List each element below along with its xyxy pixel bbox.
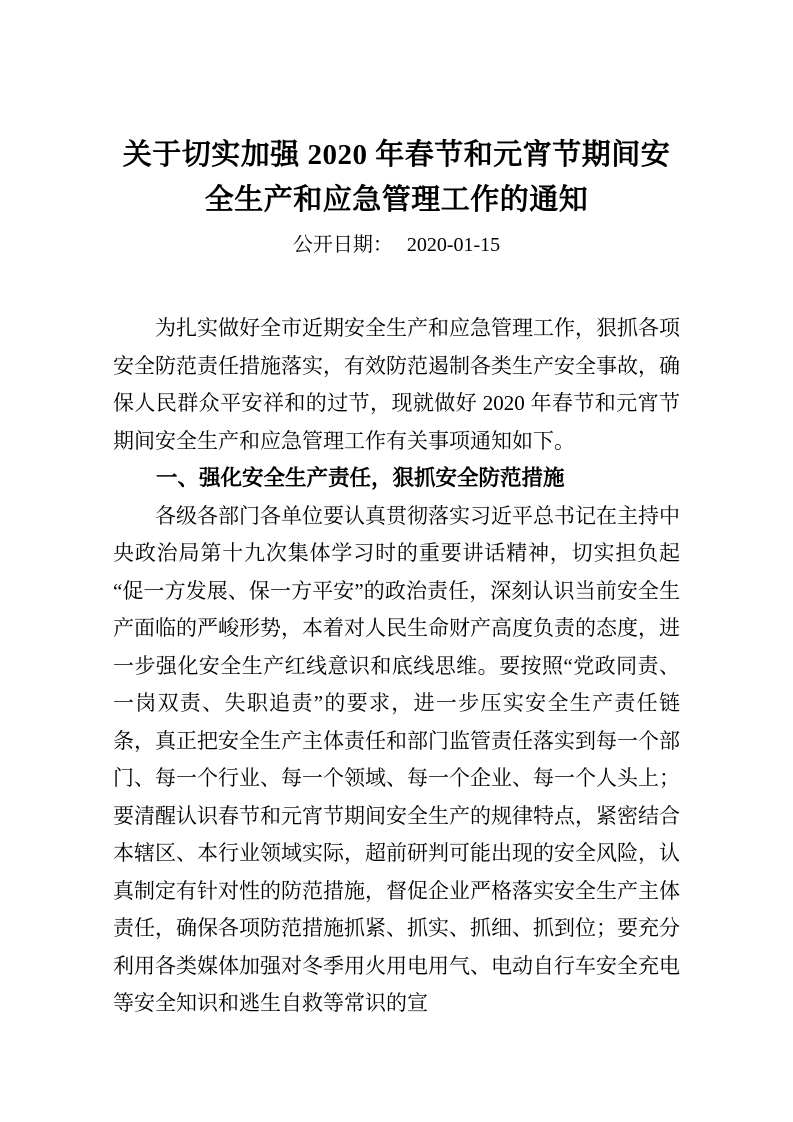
publish-date-label: 公开日期： xyxy=(292,234,393,256)
section-1-paragraph: 各级各部门各单位要认真贯彻落实习近平总书记在主持中央政治局第十九次集体学习时的重要讲话精神，切实担负起“促一方发展、保一方平安”的政治责任，深刻认识当前安全生产面临的严峻形势，本着对人民生命财产高度负责的态度，进一步强化安全生产红线意识和底线思维。要按照“党政同责、一岗双责、失职追责”的要求，进一步压实安全生产责任链条，真正把安全生产主体责任和部门监管责任落实到每一个部门、每一个行业、每一个领域、每一个企业、每一个人头上；要清醒认识春节和元宵节期间安全生产的规律特点，紧密结合本辖区、本行业领域实际，超前研判可能出现的安全风险，认真制定有针对性的防范措施，督促企业严格落实安全生产主体责任，确保各项防范措施抓紧、抓实、抓细、抓到位；要充分利用各类媒体加强对冬季用火用电用气、电动自行车安全充电等安全知识和逃生自救等常识的宣 xyxy=(113,503,680,1015)
publish-date-line xyxy=(113,230,680,260)
publish-date-value: 2020-01-15 xyxy=(406,234,501,256)
document-title: 关于切实加强 2020 年春节和元宵节期间安全生产和应急管理工作的通知 xyxy=(122,139,671,216)
section-heading-1: 一、强化安全生产责任，狠抓安全防范措施 xyxy=(156,466,565,490)
intro-paragraph: 为扎实做好全市近期安全生产和应急管理工作，狠抓各项安全防范责任措施落实，有效防范遏制各类生产安全事故，确保人民群众平安祥和的过节，现就做好 2020 年春节和元宵节期间安全生产和应急管理工作有关事项通知如下。 xyxy=(113,316,680,453)
document-body xyxy=(113,310,680,1023)
